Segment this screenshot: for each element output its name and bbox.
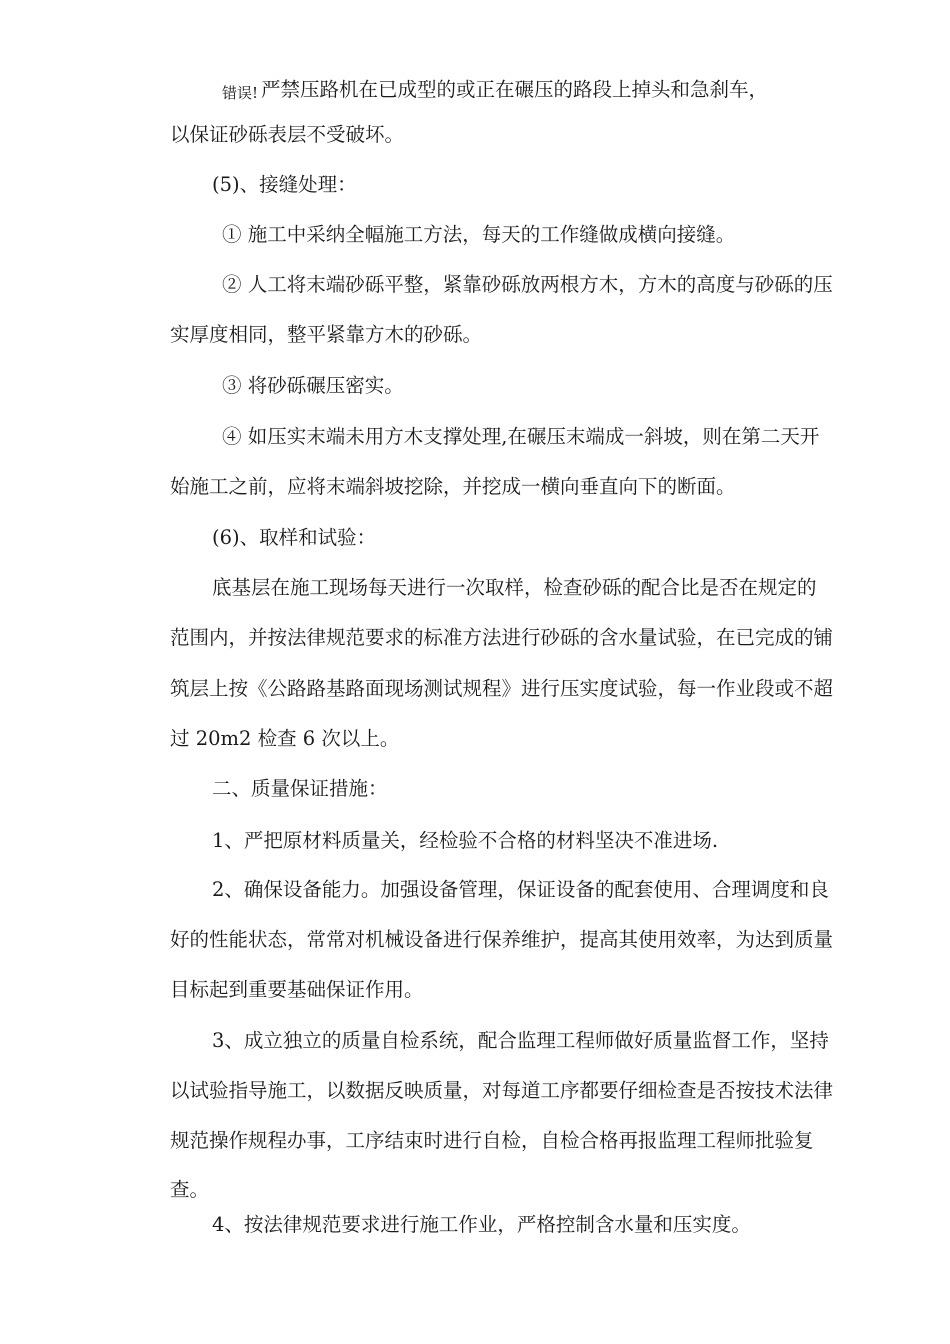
section-heading: (5)、接缝处理：: [212, 173, 357, 196]
paragraph-line: 规范操作规程办事，工序结束时进行自检，自检合格再报监理工程师批验复: [170, 1129, 814, 1152]
paragraph-line: 筑层上按《公路路基路面现场测试规程》进行压实度试验，每一作业段或不超: [170, 677, 834, 700]
text-line: 严禁压路机在已成型的或正在碾压的路段上掉头和急刹车，: [261, 78, 769, 101]
paragraph-line: 好的性能状态，常常对机械设备进行保养维护，提高其使用效率，为达到质量: [170, 928, 834, 951]
list-item: ① 施工中采纳全幅施工方法，每天的工作缝做成横向接缝。: [222, 223, 736, 246]
text-line: 始施工之前，应将末端斜坡挖除，并挖成一横向垂直向下的断面。: [170, 475, 736, 498]
paragraph-line: 目标起到重要基础保证作用。: [170, 978, 424, 1001]
list-item: ④ 如压实末端未用方木支撑处理,在碾压末端成一斜坡，则在第二天开: [222, 425, 820, 448]
paragraph-line: 4、按法律规范要求进行施工作业，严格控制含水量和压实度。: [212, 1213, 751, 1236]
paragraph-line: 以试验指导施工，以数据反映质量，对每道工序都要仔细检查是否按技术法律: [170, 1079, 834, 1102]
text-line: 实厚度相同，整平紧靠方木的砂砾。: [170, 323, 483, 346]
paragraph-line: 范围内，并按法律规范要求的标准方法进行砂砾的含水量试验，在已完成的铺: [170, 626, 834, 649]
error-prefix: 错误!: [222, 84, 259, 102]
paragraph-line: 2、确保设备能力。加强设备管理，保证设备的配套使用、合理调度和良: [212, 878, 829, 901]
section-heading: 二、质量保证措施：: [212, 777, 388, 800]
paragraph-line: 1、严把原材料质量关，经检验不合格的材料坚决不准进场.: [212, 829, 719, 852]
paragraph-line: 过 20m2 检查 6 次以上。: [170, 727, 400, 750]
paragraph-line: 查。: [170, 1178, 210, 1201]
paragraph-line: 3、成立独立的质量自检系统，配合监理工程师做好质量监督工作，坚持: [212, 1029, 829, 1052]
paragraph-line: 底基层在施工现场每天进行一次取样，检查砂砾的配合比是否在规定的: [212, 576, 817, 599]
list-item: ③ 将砂砾碾压密实。: [222, 374, 404, 397]
section-heading: (6)、取样和试验：: [212, 526, 377, 549]
list-item: ② 人工将末端砂砾平整，紧靠砂砾放两根方木，方木的高度与砂砾的压: [222, 273, 833, 296]
text-line: 以保证砂砾表层不受破坏。: [170, 123, 405, 146]
